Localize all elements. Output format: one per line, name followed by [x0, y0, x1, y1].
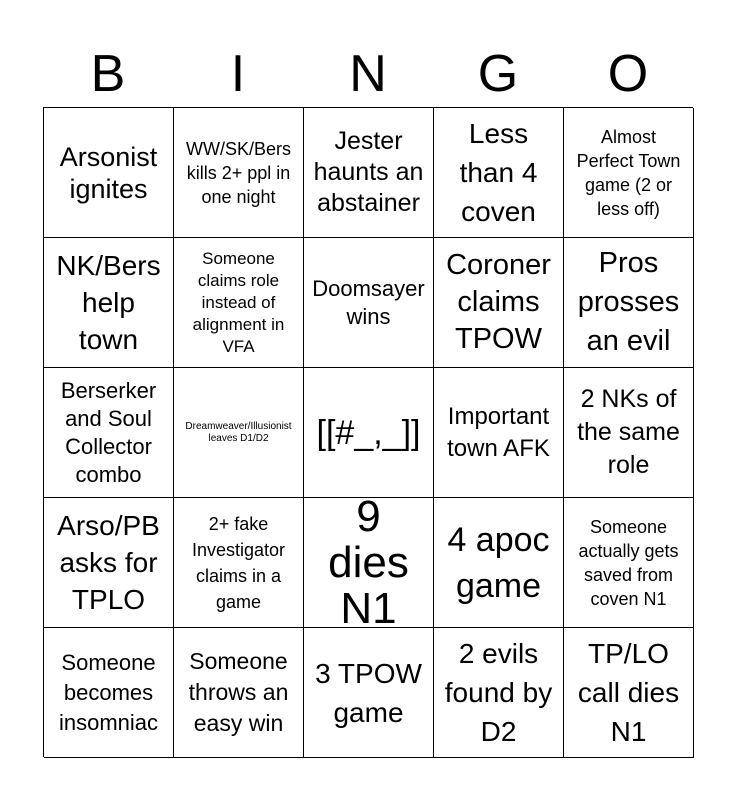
- cell-text: Someone claims role instead of alignment in VFA: [192, 248, 285, 356]
- cell-text: TP/LO call dies N1: [577, 638, 680, 747]
- cell-text: 9 dies N1: [328, 498, 409, 628]
- bingo-header: [43, 40, 693, 108]
- cell-text: Coroner claims TPOW: [446, 249, 551, 355]
- cell-text: Someone throws an easy win: [188, 648, 289, 736]
- bingo-cell[interactable]: [174, 628, 304, 758]
- bingo-cell[interactable]: [304, 108, 434, 238]
- bingo-board: [43, 107, 693, 757]
- bingo-cell[interactable]: [564, 368, 694, 498]
- bingo-cell[interactable]: [304, 368, 434, 498]
- cell-text: Someone actually gets saved from coven N1: [578, 516, 679, 609]
- cell-text: Pros prosses an evil: [577, 247, 680, 357]
- cell-text: 2+ fake Investigator claims in a game: [191, 513, 286, 612]
- header-letter-o: O: [607, 45, 649, 103]
- cell-text: 3 TPOW game: [315, 657, 422, 728]
- header-letter-n: N: [349, 45, 387, 103]
- bingo-cell[interactable]: [174, 238, 304, 368]
- cell-text: Arsonist ignites: [59, 141, 158, 204]
- bingo-cell[interactable]: [434, 238, 564, 368]
- bingo-cell[interactable]: [44, 368, 174, 498]
- cell-text: Important town AFK: [447, 402, 550, 462]
- bingo-cell[interactable]: [44, 498, 174, 628]
- bingo-cell[interactable]: [434, 498, 564, 628]
- cell-text: 2 evils found by D2: [444, 638, 553, 747]
- header-letter-i: I: [230, 45, 246, 103]
- cell-text: Less than 4 coven: [459, 118, 538, 227]
- cell-text: Berserker and Soul Collector combo: [60, 377, 157, 487]
- cell-text: Jester haunts an abstainer: [313, 127, 424, 217]
- bingo-cell[interactable]: [564, 628, 694, 758]
- bingo-cell[interactable]: [564, 108, 694, 238]
- cell-text: [[#_,_]]: [316, 413, 421, 452]
- bingo-cell[interactable]: [304, 238, 434, 368]
- bingo-cell[interactable]: [434, 628, 564, 758]
- cell-text: 2 NKs of the same role: [577, 385, 680, 479]
- bingo-cell[interactable]: [174, 368, 304, 498]
- cell-text: Dreamweaver/Illusionist leaves D1/D2: [185, 420, 292, 444]
- cell-text: Someone becomes insomniac: [58, 649, 159, 735]
- bingo-cell[interactable]: [564, 238, 694, 368]
- bingo-cell[interactable]: [174, 108, 304, 238]
- bingo-cell[interactable]: [304, 498, 434, 628]
- bingo-cell[interactable]: [174, 498, 304, 628]
- cell-text: Almost Perfect Town game (2 or less off): [576, 126, 681, 219]
- bingo-cell[interactable]: [304, 628, 434, 758]
- bingo-cell[interactable]: [44, 628, 174, 758]
- cell-text: Arso/PB asks for TPLO: [57, 510, 160, 615]
- bingo-cell[interactable]: [564, 498, 694, 628]
- cell-text: Doomsayer wins: [312, 275, 425, 329]
- header-letter-b: B: [90, 45, 126, 103]
- bingo-cell[interactable]: [44, 108, 174, 238]
- cell-text: 4 apoc game: [447, 520, 550, 605]
- bingo-cell[interactable]: [434, 368, 564, 498]
- bingo-cell[interactable]: [44, 238, 174, 368]
- bingo-cell[interactable]: [434, 108, 564, 238]
- cell-text: NK/Bers help town: [56, 250, 161, 355]
- cell-text: WW/SK/Bers kills 2+ ppl in one night: [185, 138, 291, 207]
- header-letter-g: G: [477, 45, 519, 103]
